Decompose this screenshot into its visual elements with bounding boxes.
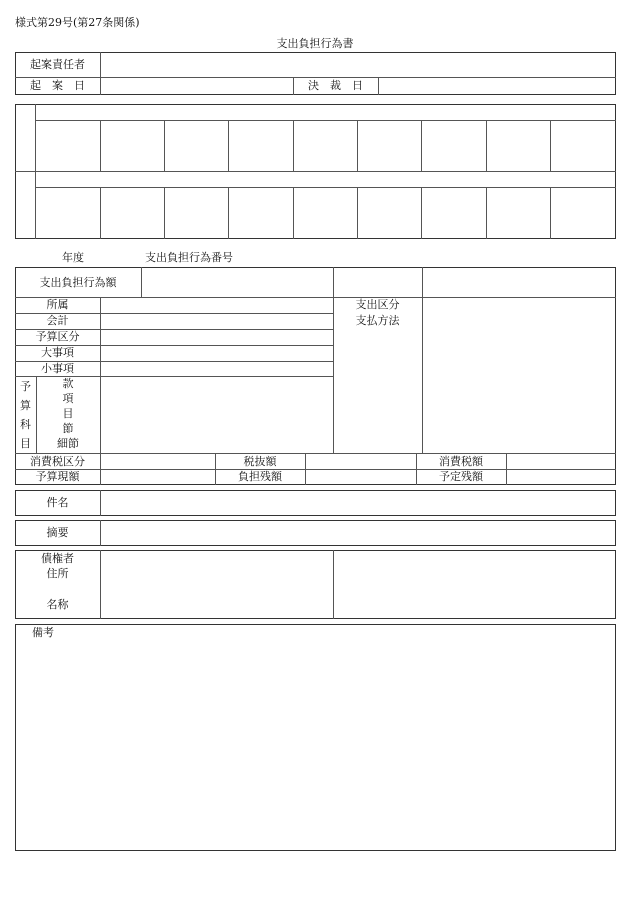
commitment-amount-label: 支出負担行為額 xyxy=(39,276,117,289)
draft-date-field[interactable] xyxy=(101,78,292,94)
divider xyxy=(421,187,422,239)
divider xyxy=(228,120,229,171)
subject-label: 件名 xyxy=(46,496,69,509)
remaining-commitment-label: 負担残額 xyxy=(238,470,282,483)
divider xyxy=(357,187,358,239)
creditor-label: 債権者 xyxy=(41,552,74,565)
divider xyxy=(486,120,487,171)
subject-level-label: 目 xyxy=(62,407,74,420)
commitment-amount-field[interactable] xyxy=(142,268,332,296)
amount-excluding-tax-field[interactable] xyxy=(306,454,415,468)
major-item-field[interactable] xyxy=(101,346,332,360)
expense-payment-field[interactable] xyxy=(423,298,615,452)
planned-balance-label: 予定残額 xyxy=(439,470,483,483)
divider xyxy=(293,120,294,171)
divider xyxy=(100,187,101,239)
divider xyxy=(164,120,165,171)
payment-method-label: 支払方法 xyxy=(355,314,400,327)
draft-date-label: 起 案 日 xyxy=(30,79,85,92)
subject-level-label: 款 xyxy=(62,377,74,390)
summary-field[interactable] xyxy=(101,521,615,545)
form-number: 様式第29号(第27条関係) xyxy=(15,16,140,29)
creditor-address-field[interactable] xyxy=(101,551,332,618)
subject-level-label: 細節 xyxy=(57,437,79,450)
drafter-field[interactable] xyxy=(101,53,615,76)
divider xyxy=(357,120,358,171)
minor-item-field[interactable] xyxy=(101,362,332,375)
remarks-field[interactable] xyxy=(16,642,615,850)
remarks-label: 備考 xyxy=(32,626,54,639)
divider xyxy=(35,187,616,188)
commitment-number-label: 支出負担行為番号 xyxy=(145,251,233,264)
remaining-commitment-field[interactable] xyxy=(306,470,415,484)
divider xyxy=(228,187,229,239)
major-item-label: 大事項 xyxy=(41,346,74,359)
subject-field[interactable] xyxy=(101,491,615,515)
consumption-tax-category-label: 消費税区分 xyxy=(30,455,85,468)
summary-label: 摘要 xyxy=(46,526,69,539)
account-field[interactable] xyxy=(101,314,332,328)
divider xyxy=(486,187,487,239)
affiliation-field[interactable] xyxy=(101,298,332,312)
divider xyxy=(333,267,334,453)
fiscal-year-label: 年度 xyxy=(62,251,84,264)
consumption-tax-category-field[interactable] xyxy=(101,454,214,468)
budget-subject-char: 科 xyxy=(20,418,31,431)
amount-excluding-tax-label: 税抜額 xyxy=(243,455,277,468)
name-label: 名称 xyxy=(46,598,69,611)
current-budget-label: 予算現額 xyxy=(35,470,80,483)
budget-category-field[interactable] xyxy=(101,330,332,344)
address-label: 住所 xyxy=(46,567,69,580)
budget-category-label: 予算区分 xyxy=(35,330,80,343)
affiliation-label: 所属 xyxy=(46,298,69,311)
approval-date-label: 決 裁 日 xyxy=(308,79,363,92)
creditor-name-field[interactable] xyxy=(334,551,615,618)
budget-subject-char: 算 xyxy=(20,399,31,412)
subject-level-label: 節 xyxy=(62,422,74,435)
divider xyxy=(421,120,422,171)
consumption-tax-amount-field[interactable] xyxy=(507,454,615,468)
consumption-tax-amount-label: 消費税額 xyxy=(439,455,483,468)
approval-date-field[interactable] xyxy=(379,78,615,94)
divider xyxy=(100,120,101,171)
divider xyxy=(15,171,616,172)
budget-subject-char: 予 xyxy=(20,380,31,393)
account-label: 会計 xyxy=(46,314,69,327)
divider xyxy=(550,187,551,239)
subject-level-label: 項 xyxy=(62,392,74,405)
divider xyxy=(35,120,616,121)
drafter-label: 起案責任者 xyxy=(30,58,85,71)
minor-item-label: 小事項 xyxy=(41,362,74,375)
budget-subject-field[interactable] xyxy=(101,377,332,452)
expense-category-label: 支出区分 xyxy=(355,298,400,311)
divider xyxy=(293,187,294,239)
divider xyxy=(550,120,551,171)
current-budget-field[interactable] xyxy=(101,470,214,484)
budget-subject-char: 目 xyxy=(20,437,31,450)
form-title: 支出負担行為書 xyxy=(276,37,354,50)
planned-balance-field[interactable] xyxy=(507,470,615,484)
divider xyxy=(164,187,165,239)
